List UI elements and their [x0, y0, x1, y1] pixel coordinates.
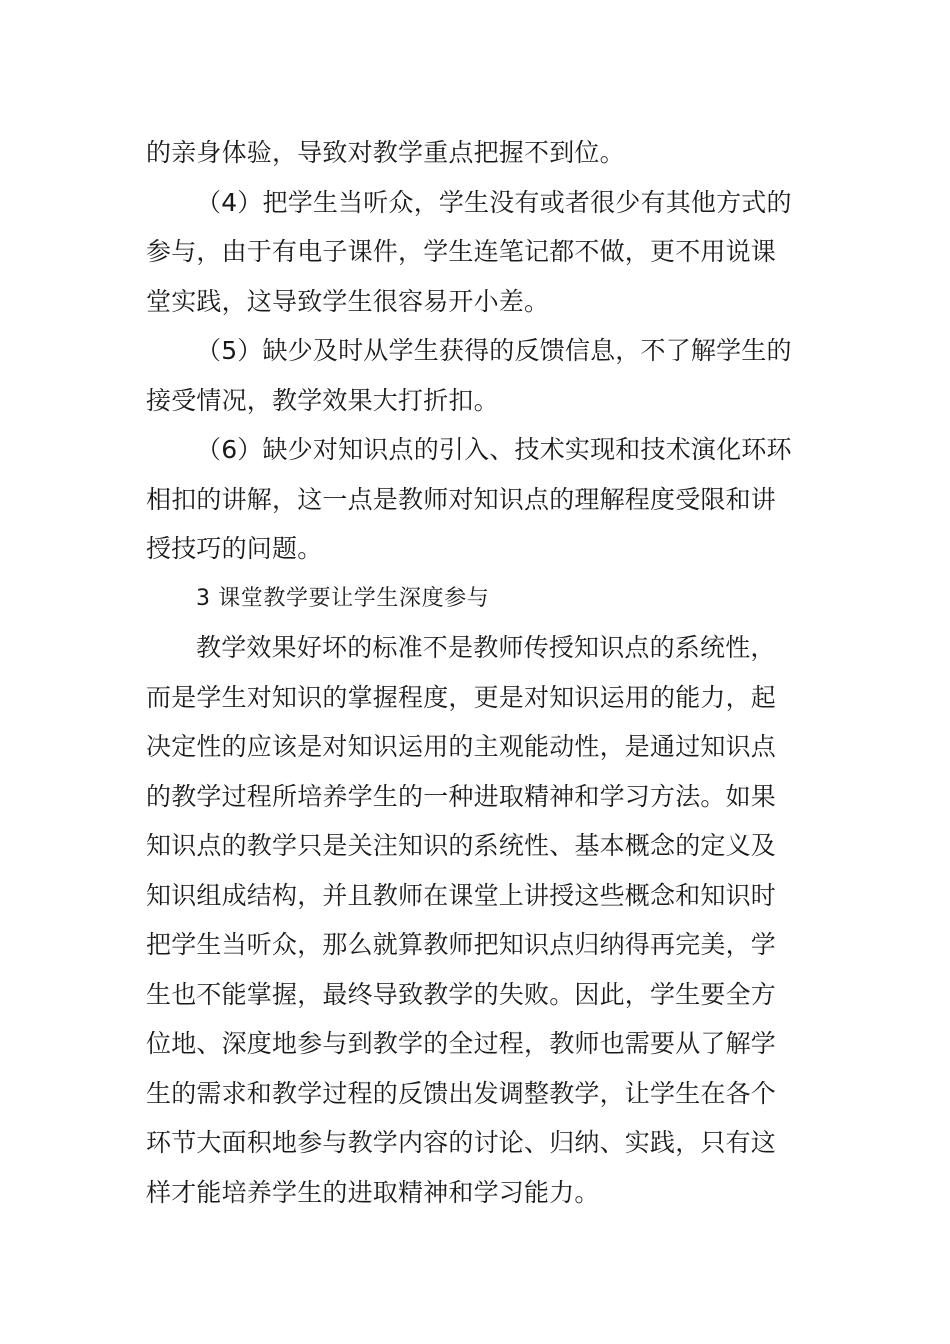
text-line: 参与，由于有电子课件，学生连笔记都不做，更不用说课 [146, 237, 777, 266]
text-line: 授技巧的问题。 [146, 534, 323, 563]
text-line: （6）缺少对知识点的引入、技术实现和技术演化环环 [196, 435, 792, 464]
text-line: 堂实践，这导致学生很容易开小差。 [146, 286, 550, 316]
section-heading: 3 课堂教学要让学生深度参与 [196, 585, 490, 611]
text-line: 位地、深度地参与到教学的全过程，教师也需要从了解学 [146, 1029, 777, 1058]
text-line: 教学效果好坏的标准不是教师传授知识点的系统性， [196, 633, 776, 662]
text-line: 的教学过程所培养学生的一种进取精神和学习方法。如果 [146, 781, 777, 811]
text-line: 把学生当听众，那么就算教师把知识点归纳得再完美，学 [146, 930, 777, 959]
document-page [146, 128, 801, 1217]
text-line: 而是学生对知识的掌握程度，更是对知识运用的能力，起 [146, 682, 777, 712]
text-line: 生也不能掌握，最终导致教学的失败。因此，学生要全方 [146, 979, 777, 1009]
text-line: 样才能培养学生的进取精神和学习能力。 [146, 1177, 600, 1207]
text-line: 接受情况，教学效果大打折扣。 [146, 385, 499, 415]
text-line: 知识点的教学只是关注知识的系统性、基本概念的定义及 [146, 831, 777, 860]
text-line: 生的需求和教学过程的反馈出发调整教学，让学生在各个 [146, 1078, 777, 1108]
text-line: （4）把学生当听众，学生没有或者很少有其他方式的 [196, 187, 792, 217]
text-line: 环节大面积地参与教学内容的讨论、归纳、实践，只有这 [146, 1128, 777, 1157]
text-line: 知识组成结构，并且教师在课堂上讲授这些概念和知识时 [146, 880, 777, 910]
text-line: 相扣的讲解，这一点是教师对知识点的理解程度受限和讲 [146, 484, 777, 514]
text-line: 决定性的应该是对知识运用的主观能动性，是通过知识点 [146, 732, 777, 761]
text-line: 的亲身体验，导致对教学重点把握不到位。 [146, 138, 625, 167]
text-line: （5）缺少及时从学生获得的反馈信息，不了解学生的 [196, 336, 792, 365]
